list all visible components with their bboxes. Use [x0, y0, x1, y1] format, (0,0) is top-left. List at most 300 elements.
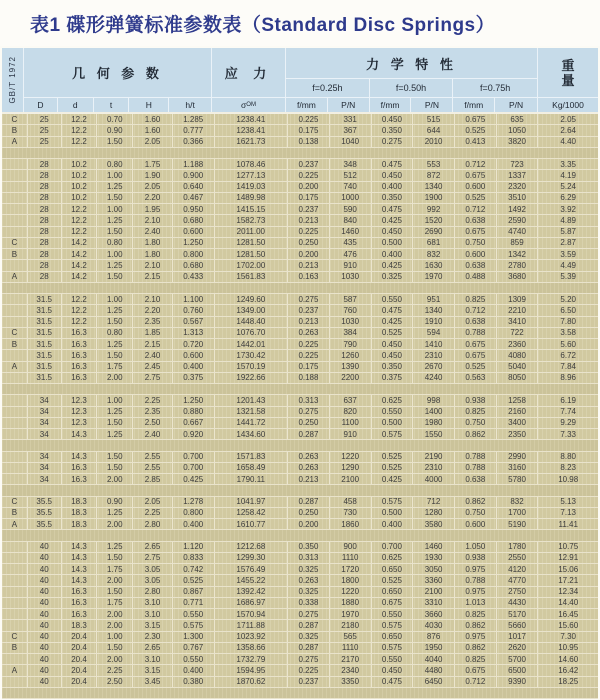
series-grade-cell — [2, 407, 28, 417]
value-cell: 16.3 — [62, 328, 98, 338]
value-cell: 0.862 — [455, 643, 497, 653]
value-cell: 0.400 — [173, 519, 215, 529]
value-cell: 2.87 — [560, 238, 576, 248]
value-cell: 1790.11 — [215, 474, 289, 484]
value-cell: 1.50 — [97, 193, 133, 203]
value-cell: 0.625 — [372, 553, 414, 563]
series-grade-cell: C — [2, 328, 28, 338]
value-cell: 0.750 — [455, 418, 497, 428]
value-cell: 0.467 — [173, 193, 215, 203]
value-cell: 0.675 — [455, 114, 497, 124]
value-cell: 0.275 — [288, 407, 330, 417]
series-grade-cell — [2, 305, 28, 315]
value-cell: 681 — [413, 238, 455, 248]
value-cell: 28 — [28, 159, 62, 169]
value-cell: 6450 — [413, 677, 455, 687]
weight-char-1: 重 — [561, 57, 575, 73]
value-cell: 2310 — [413, 350, 455, 360]
value-cell: 4120 — [497, 564, 539, 574]
value-cell: 4740 — [497, 227, 539, 237]
value-cell: 18.3 — [62, 497, 98, 507]
standard-label: GB/T 1972 — [8, 56, 17, 104]
deflection-075h: f=0.75h — [480, 83, 511, 93]
value-cell: 12.2 — [62, 125, 98, 135]
value-cell: 34 — [28, 429, 62, 439]
value-cell: 1280 — [413, 508, 455, 518]
geometry-group-label: 几 何 参 数 — [72, 66, 163, 81]
value-cell: 0.275 — [372, 137, 414, 147]
value-cell: 0.200 — [288, 249, 330, 259]
value-cell: 2.10 — [133, 260, 173, 270]
series-grade-cell: A — [2, 519, 28, 529]
value-cell: 1100 — [330, 418, 372, 428]
value-cell: 2780 — [497, 260, 539, 270]
value-cell: 25 — [28, 125, 62, 135]
value-cell: 16.3 — [62, 350, 98, 360]
value-cell: 1.00 — [97, 294, 133, 304]
value-cell: 832 — [497, 497, 539, 507]
value-cell: 1.50 — [97, 350, 133, 360]
value-cell: 2670 — [413, 362, 455, 372]
value-cell: 2.25 — [97, 665, 133, 675]
value-cell: 40 — [28, 587, 62, 597]
value-cell: 1730.42 — [215, 350, 289, 360]
value-cell: 4.40 — [560, 137, 576, 147]
value-cell: 2100 — [330, 474, 372, 484]
value-cell: 1.60 — [133, 114, 173, 124]
value-cell: 2100 — [413, 587, 455, 597]
value-cell: 0.163 — [288, 272, 330, 282]
value-cell: 331 — [330, 114, 372, 124]
table-row — [2, 373, 598, 384]
value-cell: 1299.30 — [215, 553, 289, 563]
table-row — [2, 350, 598, 361]
value-cell: 12.2 — [62, 137, 98, 147]
mechanics-sub-headers — [286, 97, 537, 112]
value-cell: 2310 — [413, 463, 455, 473]
value-cell: 28 — [28, 272, 62, 282]
value-cell: 0.938 — [455, 395, 497, 405]
value-cell: 0.225 — [288, 339, 330, 349]
value-cell: 0.450 — [372, 114, 414, 124]
series-grade-cell — [2, 260, 28, 270]
value-cell: 6.72 — [560, 350, 576, 360]
weight-group-header — [538, 48, 598, 112]
value-cell: 0.650 — [372, 564, 414, 574]
series-grade-cell — [2, 395, 28, 405]
col-header-weight-unit: Kg/1000 — [552, 100, 584, 110]
value-cell: 0.600 — [173, 350, 215, 360]
table-row — [2, 654, 598, 665]
table-row — [2, 305, 598, 316]
value-cell: 832 — [413, 249, 455, 259]
value-cell: 14.3 — [62, 542, 98, 552]
value-cell: 1571.83 — [215, 452, 289, 462]
value-cell: 0.80 — [97, 159, 133, 169]
value-cell: 2550 — [497, 553, 539, 563]
value-cell: 6.19 — [560, 395, 576, 405]
value-cell: 1.25 — [97, 339, 133, 349]
value-cell: 34 — [28, 407, 62, 417]
value-cell: 2010 — [413, 137, 455, 147]
value-cell: 0.225 — [288, 227, 330, 237]
series-grade-cell: A — [2, 362, 28, 372]
value-cell: 0.700 — [173, 452, 215, 462]
value-cell: 16.3 — [62, 339, 98, 349]
value-cell: 2.00 — [97, 575, 133, 585]
value-cell: 0.800 — [173, 508, 215, 518]
value-cell: 0.675 — [455, 350, 497, 360]
value-cell: 2200 — [330, 373, 372, 383]
value-cell: 348 — [330, 159, 372, 169]
value-cell: 1030 — [330, 317, 372, 327]
value-cell: 1392.42 — [215, 587, 289, 597]
value-cell: 2320 — [497, 182, 539, 192]
value-cell: 16.3 — [62, 474, 98, 484]
value-cell: 28 — [28, 170, 62, 180]
value-cell: 0.825 — [455, 294, 497, 304]
value-cell: 637 — [330, 395, 372, 405]
value-cell: 0.862 — [455, 497, 497, 507]
col-header-t: t — [94, 98, 130, 112]
series-grade-cell: B — [2, 339, 28, 349]
value-cell: 6.50 — [560, 305, 576, 315]
value-cell: 0.825 — [455, 654, 497, 664]
geometry-sub-headers — [24, 97, 211, 112]
value-cell: 1.100 — [173, 294, 215, 304]
value-cell: 7.30 — [560, 632, 576, 642]
value-cell: 3.15 — [133, 665, 173, 675]
value-cell: 2.40 — [133, 227, 173, 237]
value-cell: 10.2 — [62, 193, 98, 203]
value-cell: 31.5 — [28, 339, 62, 349]
value-cell: 2.05 — [133, 137, 173, 147]
table-row — [2, 114, 598, 125]
value-cell: 1340 — [413, 182, 455, 192]
value-cell: 1561.83 — [215, 272, 289, 282]
value-cell: 0.250 — [288, 418, 330, 428]
table-row — [2, 575, 598, 586]
value-cell: 3050 — [413, 564, 455, 574]
value-cell: 1340 — [413, 305, 455, 315]
value-cell: 859 — [497, 238, 539, 248]
value-cell: 14.2 — [62, 249, 98, 259]
table-row — [2, 418, 598, 429]
value-cell: 0.237 — [288, 305, 330, 315]
value-cell: 0.712 — [455, 159, 497, 169]
value-cell: 34 — [28, 395, 62, 405]
value-cell: 0.237 — [288, 204, 330, 214]
table-row — [2, 497, 598, 508]
value-cell: 1922.66 — [215, 373, 289, 383]
value-cell: 0.375 — [372, 373, 414, 383]
value-cell: 0.600 — [455, 519, 497, 529]
value-cell: 1.50 — [97, 272, 133, 282]
value-cell: 3820 — [497, 137, 539, 147]
value-cell: 2.35 — [133, 407, 173, 417]
value-cell: 0.525 — [455, 125, 497, 135]
value-cell: 0.350 — [372, 125, 414, 135]
value-cell: 40 — [28, 632, 62, 642]
table-row — [2, 474, 598, 485]
value-cell: 14.3 — [62, 452, 98, 462]
value-cell: 3.10 — [133, 654, 173, 664]
value-cell: 16.3 — [62, 463, 98, 473]
value-cell: 2750 — [497, 587, 539, 597]
value-cell: 1076.70 — [215, 328, 289, 338]
value-cell: 18.3 — [62, 508, 98, 518]
value-cell: 2.50 — [97, 677, 133, 687]
value-cell: 2.65 — [133, 643, 173, 653]
value-cell: 0.638 — [455, 260, 497, 270]
value-cell: 1212.68 — [215, 542, 289, 552]
value-cell: 1281.50 — [215, 238, 289, 248]
value-cell: 1970 — [413, 272, 455, 282]
table-row — [2, 407, 598, 418]
value-cell: 0.680 — [173, 260, 215, 270]
value-cell: 34 — [28, 418, 62, 428]
separator-row — [2, 530, 598, 541]
value-cell: 0.263 — [288, 575, 330, 585]
value-cell: 8.23 — [560, 463, 576, 473]
value-cell: 12.2 — [62, 294, 98, 304]
value-cell: 1358.66 — [215, 643, 289, 653]
value-cell: 3.15 — [133, 620, 173, 630]
value-cell: 0.550 — [173, 609, 215, 619]
value-cell: 7.13 — [560, 508, 576, 518]
value-cell: 31.5 — [28, 350, 62, 360]
series-grade-cell — [2, 373, 28, 383]
value-cell: 0.675 — [455, 665, 497, 675]
value-cell: 3580 — [413, 519, 455, 529]
value-cell: 1594.95 — [215, 665, 289, 675]
value-cell: 2.45 — [133, 362, 173, 372]
value-cell: 0.263 — [288, 463, 330, 473]
value-cell: 1.80 — [133, 249, 173, 259]
value-cell: 14.3 — [62, 429, 98, 439]
value-cell: 2.75 — [133, 553, 173, 563]
value-cell: 0.600 — [173, 227, 215, 237]
series-grade-cell: A — [2, 272, 28, 282]
value-cell: 1260 — [330, 350, 372, 360]
value-cell: 1.50 — [97, 452, 133, 462]
series-grade-cell — [2, 452, 28, 462]
value-cell: 1.120 — [173, 542, 215, 552]
value-cell: 876 — [413, 632, 455, 642]
value-cell: 1658.49 — [215, 463, 289, 473]
value-cell: 1.90 — [133, 170, 173, 180]
value-cell: 1.50 — [97, 643, 133, 653]
value-cell: 644 — [413, 125, 455, 135]
value-cell: 1.25 — [97, 215, 133, 225]
value-cell: 28 — [28, 238, 62, 248]
value-cell: 1415.15 — [215, 204, 289, 214]
value-cell: 20.4 — [62, 654, 98, 664]
value-cell: 1309 — [497, 294, 539, 304]
value-cell: 476 — [330, 249, 372, 259]
value-cell: 0.425 — [372, 260, 414, 270]
value-cell: 3.05 — [133, 564, 173, 574]
value-cell: 1576.49 — [215, 564, 289, 574]
value-cell: 1078.46 — [215, 159, 289, 169]
table-row — [2, 159, 598, 170]
value-cell: 0.712 — [455, 204, 497, 214]
series-grade-cell — [2, 170, 28, 180]
value-cell: 14.60 — [558, 654, 579, 664]
table-row — [2, 429, 598, 440]
table-row — [2, 170, 598, 181]
table-row — [2, 395, 598, 406]
series-grade-cell: B — [2, 249, 28, 259]
value-cell: 1.75 — [97, 362, 133, 372]
value-cell: 1.75 — [97, 564, 133, 574]
value-cell: 1980 — [413, 418, 455, 428]
series-grade-cell — [2, 542, 28, 552]
value-cell: 515 — [413, 114, 455, 124]
value-cell: 0.400 — [173, 665, 215, 675]
value-cell: 40 — [28, 609, 62, 619]
value-cell: 0.380 — [173, 677, 215, 687]
value-cell: 0.90 — [97, 125, 133, 135]
value-cell: 16.3 — [62, 598, 98, 608]
value-cell: 0.475 — [372, 204, 414, 214]
value-cell: 722 — [497, 328, 539, 338]
value-cell: 0.550 — [372, 294, 414, 304]
value-cell: 872 — [413, 170, 455, 180]
sigma-symbol: σ — [241, 100, 247, 110]
value-cell: 712 — [413, 497, 455, 507]
value-cell: 2.00 — [97, 620, 133, 630]
value-cell: 998 — [413, 395, 455, 405]
value-cell: 0.488 — [455, 272, 497, 282]
value-cell: 0.213 — [288, 260, 330, 270]
value-cell: 0.650 — [372, 587, 414, 597]
value-cell: 1337 — [497, 170, 539, 180]
value-cell: 12.3 — [62, 395, 98, 405]
table-row — [2, 249, 598, 260]
value-cell: 1492 — [497, 204, 539, 214]
value-cell: 25 — [28, 137, 62, 147]
value-cell: 0.287 — [288, 620, 330, 630]
value-cell: 435 — [330, 238, 372, 248]
value-cell: 0.712 — [455, 305, 497, 315]
value-cell: 1238.41 — [215, 125, 289, 135]
value-cell: 0.138 — [288, 137, 330, 147]
value-cell: 28 — [28, 193, 62, 203]
value-cell: 4770 — [497, 575, 539, 585]
value-cell: 5190 — [497, 519, 539, 529]
series-grade-cell — [2, 429, 28, 439]
value-cell: 1550 — [413, 429, 455, 439]
value-cell: 0.862 — [455, 429, 497, 439]
separator-row — [2, 384, 598, 395]
title-band — [0, 0, 600, 46]
value-cell: 0.475 — [372, 159, 414, 169]
value-cell: 1410 — [413, 339, 455, 349]
table-row — [2, 193, 598, 204]
value-cell: 5700 — [497, 654, 539, 664]
value-cell: 12.91 — [558, 553, 579, 563]
value-cell: 1570.94 — [215, 609, 289, 619]
value-cell: 11.41 — [558, 519, 578, 529]
value-cell: 0.225 — [288, 114, 330, 124]
value-cell: 20.4 — [62, 643, 98, 653]
value-cell: 0.213 — [288, 317, 330, 327]
table-row — [2, 272, 598, 283]
sigma-subscript: OM — [246, 102, 256, 108]
value-cell: 0.788 — [455, 575, 497, 585]
value-cell: 0.287 — [288, 429, 330, 439]
series-grade-cell — [2, 204, 28, 214]
value-cell: 1930 — [413, 553, 455, 563]
value-cell: 0.475 — [372, 305, 414, 315]
value-cell: 0.450 — [372, 170, 414, 180]
value-cell: 1.75 — [97, 598, 133, 608]
value-cell: 1.278 — [173, 497, 215, 507]
series-grade-cell: A — [2, 137, 28, 147]
table-row — [2, 609, 598, 620]
value-cell: 820 — [330, 407, 372, 417]
separator-row — [2, 688, 598, 699]
value-cell: 5040 — [497, 362, 539, 372]
value-cell: 1448.40 — [215, 317, 289, 327]
value-cell: 0.287 — [288, 643, 330, 653]
value-cell: 1.250 — [173, 238, 215, 248]
value-cell: 34 — [28, 463, 62, 473]
value-cell: 0.475 — [372, 677, 414, 687]
value-cell: 3.92 — [560, 204, 576, 214]
table-row — [2, 463, 598, 474]
value-cell: 31.5 — [28, 362, 62, 372]
value-cell: 2.10 — [133, 294, 173, 304]
value-cell: 3.45 — [133, 677, 173, 687]
value-cell: 1321.58 — [215, 407, 289, 417]
value-cell: 565 — [330, 632, 372, 642]
value-cell: 3660 — [413, 609, 455, 619]
value-cell: 0.675 — [372, 598, 414, 608]
value-cell: 0.575 — [372, 429, 414, 439]
value-cell: 5.13 — [560, 497, 576, 507]
value-cell: 590 — [330, 204, 372, 214]
value-cell: 1.50 — [97, 587, 133, 597]
value-cell: 34 — [28, 474, 62, 484]
value-cell: 0.550 — [372, 654, 414, 664]
value-cell: 0.237 — [288, 159, 330, 169]
value-cell: 0.525 — [372, 328, 414, 338]
value-cell: 1434.60 — [215, 429, 289, 439]
deflection-headers — [286, 78, 537, 97]
value-cell: 14.2 — [62, 238, 98, 248]
table-row — [2, 328, 598, 339]
value-cell: 0.225 — [288, 350, 330, 360]
value-cell: 20.4 — [62, 632, 98, 642]
value-cell: 3.10 — [133, 598, 173, 608]
value-cell: 2.30 — [133, 632, 173, 642]
value-cell: 4480 — [413, 665, 455, 675]
value-cell: 0.525 — [372, 575, 414, 585]
value-cell: 0.525 — [372, 463, 414, 473]
series-grade-cell: B — [2, 125, 28, 135]
value-cell: 0.350 — [372, 362, 414, 372]
value-cell: 3.58 — [560, 328, 576, 338]
value-cell: 1686.97 — [215, 598, 289, 608]
value-cell: 1110 — [330, 643, 372, 653]
value-cell: 2.40 — [133, 429, 173, 439]
series-grade-cell: C — [2, 238, 28, 248]
value-cell: 0.338 — [288, 598, 330, 608]
table-row — [2, 125, 598, 136]
value-cell: 1017 — [497, 632, 539, 642]
